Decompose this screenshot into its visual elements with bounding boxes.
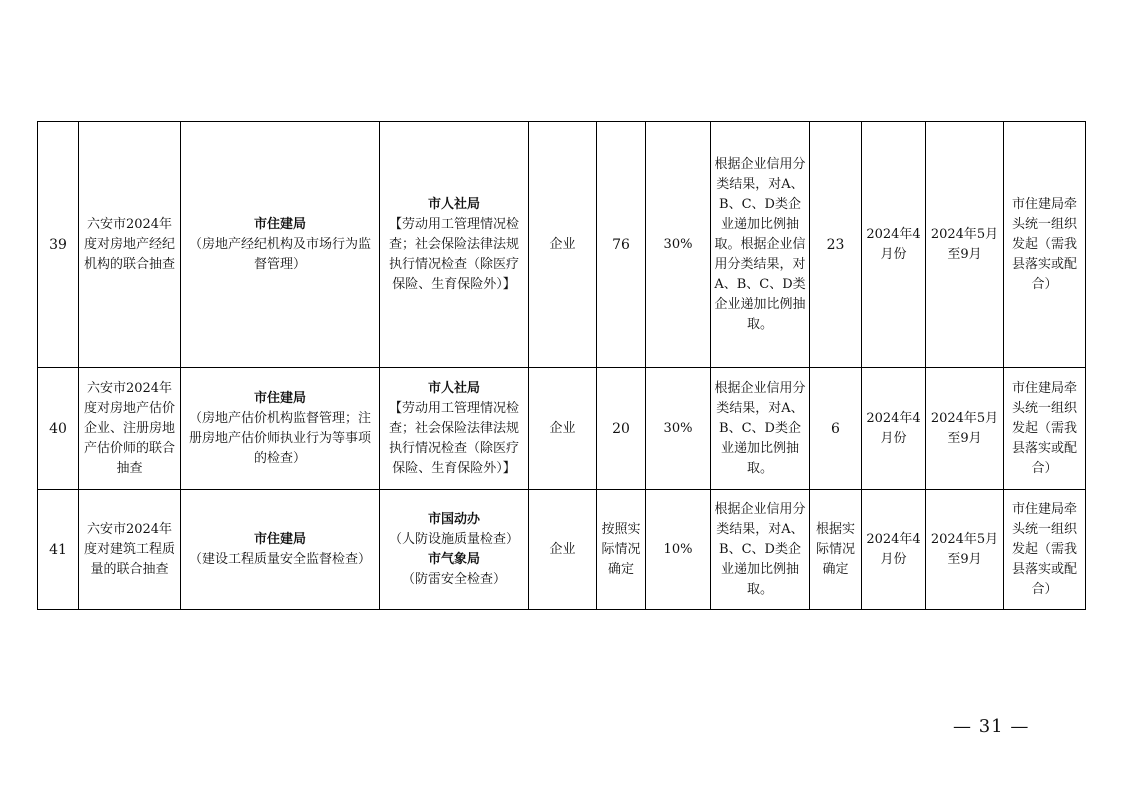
lead-department: 市住建局 [253,216,306,232]
row-number: 39 [38,122,79,368]
lead-department: 市住建局 [253,531,306,547]
lead-items: （房地产估价机构监督管理；注册房地产估价师执业行为等事项的检查） [188,410,371,466]
task-name: 六安市2024年度对建筑工程质量的联合抽查 [79,490,181,610]
joint-department: 市人社局 [427,196,480,212]
inspection-period: 2024年5月至9月 [926,368,1004,490]
lead-items: （房地产经纪机构及市场行为监督管理） [188,236,371,272]
lead-department: 市住建局 [253,390,306,406]
lead-department-cell [181,368,380,490]
object-count: 76 [597,122,646,368]
plan-date: 2024年4月份 [862,490,926,610]
remark: 市住建局牵头统一组织发起（需我县落实或配合） [1004,368,1086,490]
lead-department-cell [181,122,380,368]
joint-department-cell [380,122,529,368]
sampling-ratio: 30% [646,122,711,368]
joint-items: （人防设施质量检查） [388,531,519,547]
sample-count: 23 [810,122,862,368]
sampling-ratio: 30% [646,368,711,490]
inspection-period: 2024年5月至9月 [926,122,1004,368]
task-name: 六安市2024年度对房地产估价企业、注册房地产估价师的联合抽查 [79,368,181,490]
inspection-table [37,121,1086,610]
row-number: 41 [38,490,79,610]
plan-date: 2024年4月份 [862,122,926,368]
lead-items: （建设工程质量安全监督检查） [188,551,371,567]
table-row [38,368,1086,490]
lead-department-cell [181,490,380,610]
inspection-period: 2024年5月至9月 [926,490,1004,610]
joint-department-cell [380,490,529,610]
object-count: 按照实际情况确定 [597,490,646,610]
joint-items: 【劳动用工管理情况检查；社会保险法律法规执行情况检查（除医疗保险、生育保险外）】 [388,400,519,476]
row-number: 40 [38,368,79,490]
sampling-method: 根据企业信用分类结果，对A、B、C、D类企业递加比例抽取。 [711,490,810,610]
sample-count: 根据实际情况确定 [810,490,862,610]
task-name: 六安市2024年度对房地产经纪机构的联合抽查 [79,122,181,368]
joint-department: 市人社局 [427,380,480,396]
table-row [38,490,1086,610]
inspection-object: 企业 [529,368,597,490]
joint-items: 【劳动用工管理情况检查；社会保险法律法规执行情况检查（除医疗保险、生育保险外）】 [388,216,519,292]
sampling-ratio: 10% [646,490,711,610]
sample-count: 6 [810,368,862,490]
object-count: 20 [597,368,646,490]
remark: 市住建局牵头统一组织发起（需我县落实或配合） [1004,122,1086,368]
plan-date: 2024年4月份 [862,368,926,490]
joint-department: 市气象局 [427,551,480,567]
remark: 市住建局牵头统一组织发起（需我县落实或配合） [1004,490,1086,610]
joint-items: （防雷安全检查） [401,571,506,587]
joint-department-cell [380,368,529,490]
joint-department: 市国动办 [427,511,480,527]
table-row [38,122,1086,368]
page-number: — 31 — [953,716,1030,737]
inspection-object: 企业 [529,490,597,610]
sampling-method: 根据企业信用分类结果，对A、B、C、D类企业递加比例抽取。 [711,368,810,490]
inspection-object: 企业 [529,122,597,368]
sampling-method: 根据企业信用分类结果，对A、B、C、D类企业递加比例抽取。根据企业信用分类结果，对A、B、C、D类企业递加比例抽取。 [711,122,810,368]
